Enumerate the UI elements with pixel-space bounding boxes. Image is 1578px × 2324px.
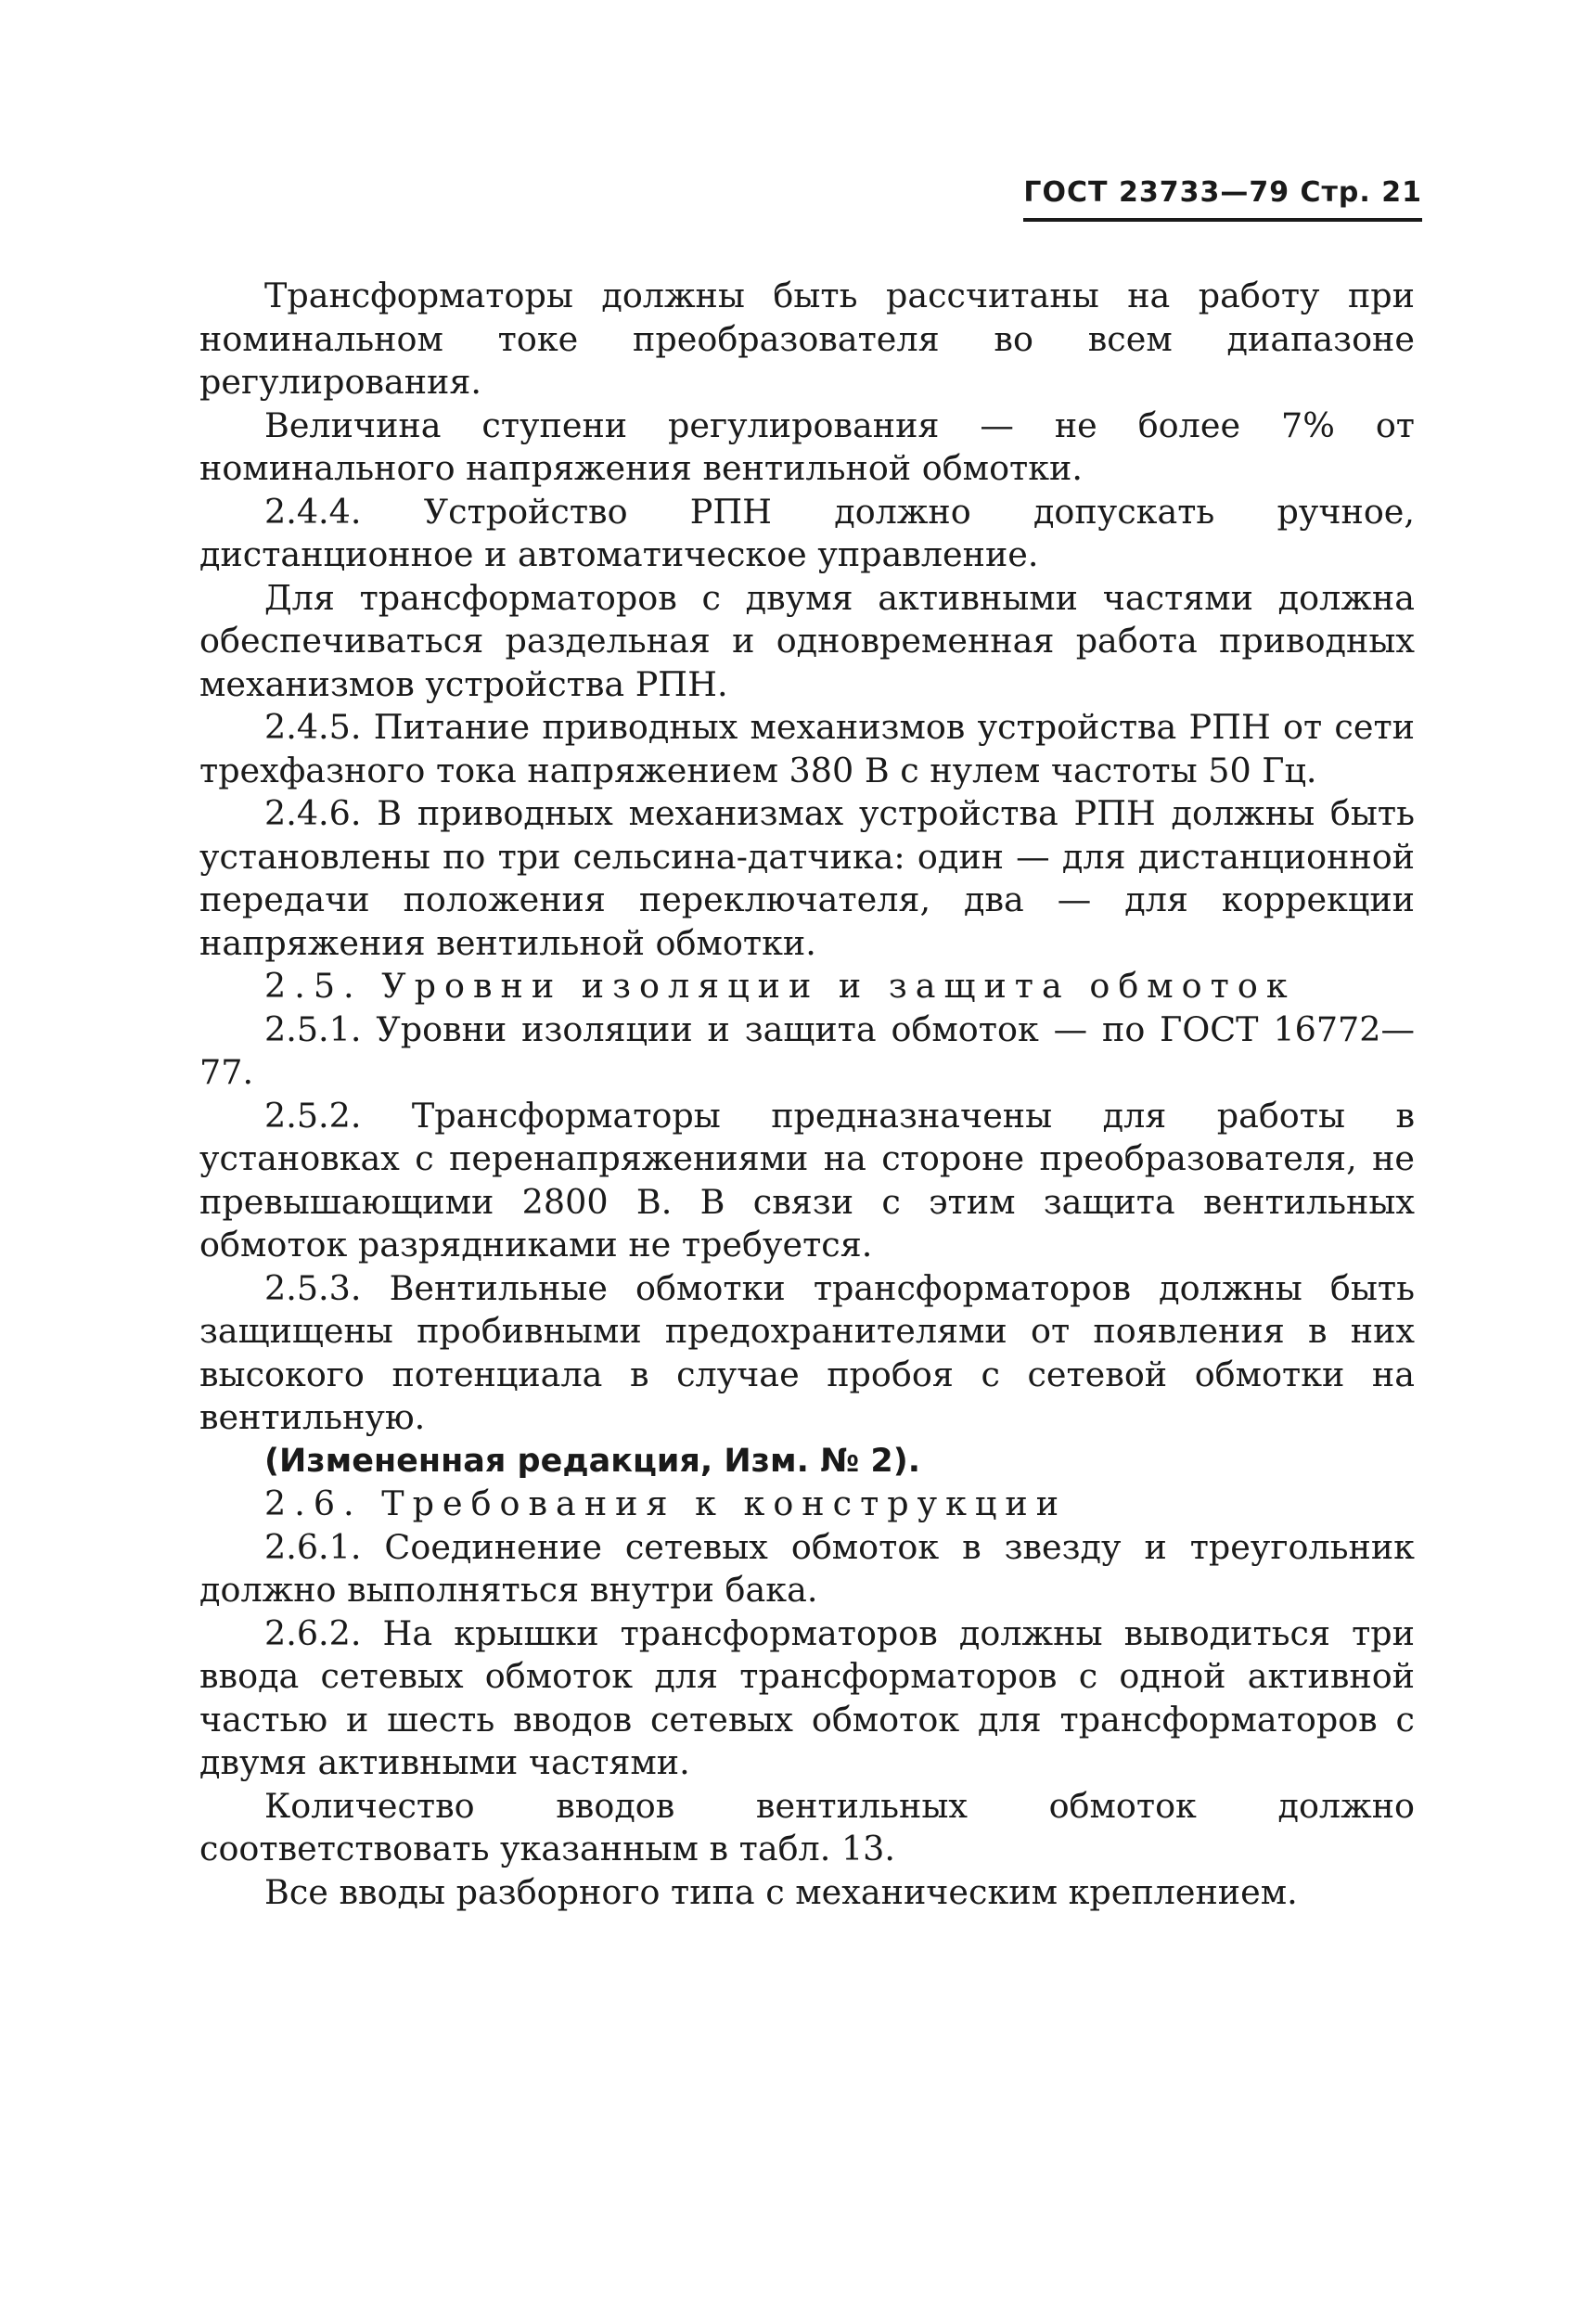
clause-2-5-2: 2.5.2. Трансформаторы предназначены для работы в установках с перенапряжениями на стороне преобразователя, не превышающими 2800 В. В связи с этим защита вентильных обмоток разрядниками не требуется. bbox=[199, 1095, 1415, 1265]
clause-2-5-1: 2.5.1. Уровни изоляции и защита обмоток — по ГОСТ 16772—77. bbox=[199, 1008, 1415, 1092]
clause-2-6-2: 2.6.2. На крышки трансформаторов должны выводиться три ввода сетевых обмоток для трансформаторов с одной активной частью и шесть вводов сетевых обмоток для трансформаторов с двумя активными частями. bbox=[199, 1612, 1415, 1782]
document-body bbox=[199, 275, 1415, 1914]
paragraph: Трансформаторы должны быть рассчитаны на работу при номинальном токе преобразователя во всем диапазоне регулирования. bbox=[199, 276, 1415, 402]
paragraph: Для трансформаторов с двумя активными частями должна обеспечиваться раздельная и одновременная работа приводных механизмов устройства РПН. bbox=[199, 577, 1415, 704]
clause-2-5-3: 2.5.3. Вентильные обмотки трансформаторов должны быть защищены пробивными предохранителями от появления в них высокого потенциала в случае пробоя с сетевой обмотки на вентильную. bbox=[199, 1267, 1415, 1437]
clause-2-4-4: 2.4.4. Устройство РПН должно допускать ручное, дистанционное и автоматическое управление. bbox=[199, 491, 1415, 574]
paragraph: Количество вводов вентильных обмоток должно соответствовать указанным в табл. 13. bbox=[199, 1785, 1415, 1868]
clause-2-4-5: 2.4.5. Питание приводных механизмов устройства РПН от сети трехфазного тока напряжением 380 В с нулем частоты 50 Гц. bbox=[199, 707, 1415, 790]
clause-2-6-1: 2.6.1. Соединение сетевых обмоток в звезду и треугольник должно выполняться внутри бака. bbox=[199, 1526, 1415, 1610]
section-heading-2-5: 2.5. Уровни изоляции и защита обмоток bbox=[264, 966, 1296, 1006]
section-heading-2-6: 2.6. Требования к конструкции bbox=[264, 1483, 1068, 1523]
amendment-note: (Измененная редакция, Изм. № 2). bbox=[264, 1442, 921, 1480]
clause-2-4-6: 2.4.6. В приводных механизмах устройства РПН должны быть установлены по три сельсина-датчика: один — для дистанционной передачи положения переключателя, два — для коррекции напряжения вентильной обмотки. bbox=[199, 793, 1415, 963]
paragraph: Величина ступени регулирования — не более 7% от номинального напряжения вентильной обмотки. bbox=[199, 404, 1415, 488]
page-header: ГОСТ 23733—79 Стр. 21 bbox=[1023, 176, 1422, 222]
paragraph: Все вводы разборного типа с механическим креплением. bbox=[264, 1871, 1298, 1912]
